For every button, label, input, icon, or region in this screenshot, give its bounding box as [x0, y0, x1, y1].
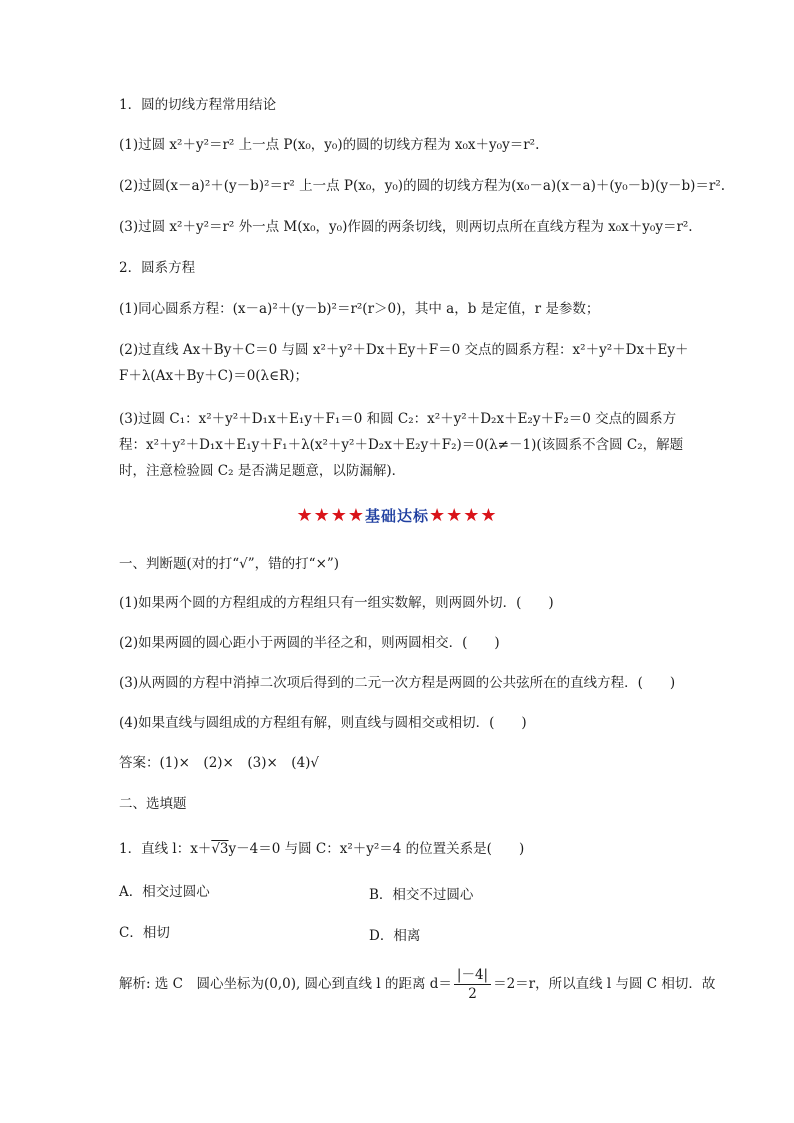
judge-heading: 一、判断题(对的打“√”，错的打“×”)	[119, 556, 340, 572]
choice-question-1	[119, 840, 524, 858]
banner-stars-left: ★★★★	[296, 505, 365, 526]
fraction-numerator: |－4|	[454, 966, 491, 985]
option-b: B．相交不过圆心	[369, 887, 474, 903]
option-c: C．相切	[119, 925, 170, 941]
section1-item-2: (2)过圆(x－a)²＋(y－b)²＝r² 上一点 P(x₀，y₀)的圆的切线方程为(x₀－a)(x－a)＋(y₀－b)(y－b)＝r².	[119, 178, 726, 194]
judge-answer: 答案：(1)× (2)× (3)× (4)√	[119, 755, 320, 771]
judge-item-2: (2)如果两圆的圆心距小于两圆的半径之和，则两圆相交．( )	[119, 635, 500, 651]
option-a: A．相交过圆心	[119, 884, 210, 900]
distance-fraction	[454, 966, 491, 1003]
section2-item-1: (1)同心圆系方程：(x－a)²＋(y－b)²＝r²(r＞0)，其中 a，b 是定值，r 是参数；	[119, 301, 600, 317]
solution-line	[119, 966, 715, 1003]
section2-item-3: (3)过圆 C₁：x²＋y²＋D₁x＋E₁y＋F₁＝0 和圆 C₂：x²＋y²＋D₂x＋E₂y＋F₂＝0 交点的圆系方程：x²＋y²＋D₁x＋E₁y＋F₁＋λ(x²＋y²＋D₂x＋E₂y＋F₂)＝0(λ≠－1)(该圆系不含圆 C₂，解题时，注意检验圆 C₂ 是否满足题意，以防漏解)．	[119, 411, 684, 479]
section1-item-3: (3)过圆 x²＋y²＝r² 外一点 M(x₀，y₀)作圆的两条切线，则两切点所在直线方程为 x₀x＋y₀y＝r².	[119, 219, 693, 235]
solution-text-pre: 解析: 选 C 圆心坐标为(0,0), 圆心到直线 l 的距离 d＝	[119, 976, 452, 992]
question-text-pre: 1．直线 l：x＋	[119, 841, 212, 857]
section1-item-1: (1)过圆 x²＋y²＝r² 上一点 P(x₀，y₀)的圆的切线方程为 x₀x＋y₀y＝r².	[119, 137, 540, 153]
option-d: D．相离	[369, 928, 421, 944]
basic-banner	[0, 505, 794, 526]
question-text-post: y－4＝0 与圆 C：x²＋y²＝4 的位置关系是( )	[228, 841, 525, 857]
banner-stars-right: ★★★★	[429, 505, 498, 526]
section2-heading: 2．圆系方程	[119, 260, 196, 276]
judge-item-1: (1)如果两个圆的方程组成的方程组只有一组实数解，则两圆外切．( )	[119, 595, 554, 611]
sqrt-3: √3	[211, 841, 229, 857]
banner-title: 基础达标	[364, 507, 429, 525]
judge-item-4: (4)如果直线与圆组成的方程组有解，则直线与圆相交或相切．( )	[119, 715, 527, 731]
choice-heading: 二、选填题	[119, 796, 187, 812]
solution-text-post: ＝2＝r，所以直线 l 与圆 C 相切．故	[493, 976, 716, 992]
section2-item-2: (2)过直线 Ax＋By＋C＝0 与圆 x²＋y²＋Dx＋Ey＋F＝0 交点的圆系方程：x²＋y²＋Dx＋Ey＋F＋λ(Ax＋By＋C)＝0(λ∈R)；	[119, 342, 689, 384]
fraction-denominator: 2	[468, 986, 477, 1002]
section1-heading: 1．圆的切线方程常用结论	[119, 97, 277, 113]
judge-item-3: (3)从两圆的方程中消掉二次项后得到的二元一次方程是两圆的公共弦所在的直线方程．( )	[119, 675, 676, 691]
